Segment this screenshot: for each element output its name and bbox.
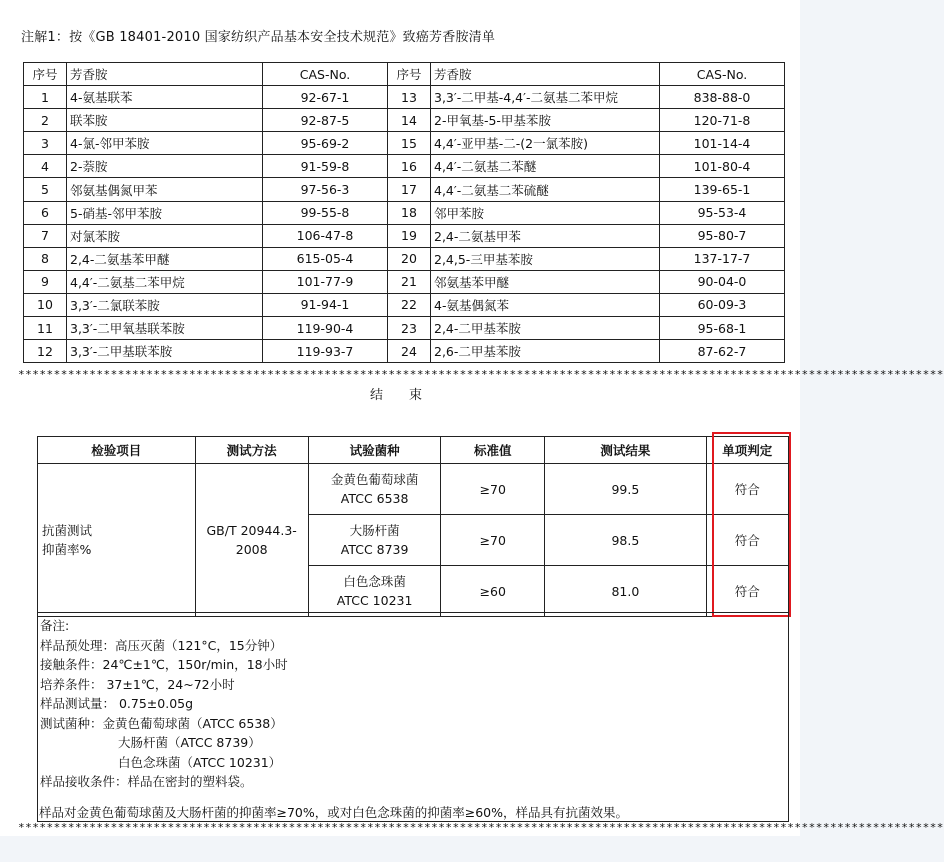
cas-number: 139-65-1	[660, 178, 785, 201]
strain-name: 金黄色葡萄球菌	[330, 472, 419, 487]
row-number: 11	[24, 317, 67, 340]
verdict: 符合	[706, 515, 788, 566]
amine-name: 4,4′-二氨基二苯硫醚	[431, 178, 660, 201]
row-number: 1	[24, 86, 67, 109]
table-row	[24, 86, 785, 109]
amine-name: 邻甲苯胺	[431, 201, 660, 224]
amine-name: 4-氨基偶氮苯	[431, 293, 660, 316]
notes-strain-2: 大肠杆菌（ATCC 8739）	[118, 735, 261, 750]
row-number: 24	[388, 340, 431, 363]
strain-cell	[308, 464, 441, 515]
cas-number: 91-59-8	[263, 155, 388, 178]
amine-name: 邻氨基偶氮甲苯	[67, 178, 263, 201]
cas-number: 95-80-7	[660, 224, 785, 247]
header-no-2: 序号	[388, 63, 431, 86]
row-number: 3	[24, 132, 67, 155]
row-number: 7	[24, 224, 67, 247]
amine-name: 3,3′-二甲基联苯胺	[67, 340, 263, 363]
cas-number: 95-69-2	[263, 132, 388, 155]
amine-name: 联苯胺	[67, 109, 263, 132]
cas-number: 119-90-4	[263, 317, 388, 340]
header-strain: 试验菌种	[308, 437, 441, 464]
separator-stars: **********************************************************************************************************************************	[18, 368, 944, 381]
strain-name: 大肠杆菌	[349, 523, 400, 538]
amine-name: 2,4-二氨基苯甲醚	[67, 247, 263, 270]
amine-name: 4,4′-二氨基二苯甲烷	[67, 270, 263, 293]
results-header-row	[38, 437, 789, 464]
table-row	[24, 109, 785, 132]
row-number: 2	[24, 109, 67, 132]
cas-number: 101-77-9	[263, 270, 388, 293]
cas-number: 137-17-7	[660, 247, 785, 270]
row-number: 8	[24, 247, 67, 270]
standard-value: ≥70	[441, 515, 545, 566]
row-number: 20	[388, 247, 431, 270]
test-method-line2: 2008	[235, 542, 268, 557]
test-item-cell	[38, 464, 196, 617]
strain-code: ATCC 6538	[340, 491, 409, 506]
header-result: 测试结果	[545, 437, 706, 464]
amine-name: 5-硝基-邻甲苯胺	[67, 201, 263, 224]
amine-name: 2,4-二甲基苯胺	[431, 317, 660, 340]
table-row	[24, 270, 785, 293]
cas-number: 87-62-7	[660, 340, 785, 363]
header-verdict: 单项判定	[706, 437, 788, 464]
header-cas: CAS-No.	[263, 63, 388, 86]
end-label: 结束	[370, 388, 449, 403]
amine-name: 4,4′-亚甲基-二-(2一氯苯胺)	[431, 132, 660, 155]
test-result: 98.5	[545, 515, 706, 566]
header-item: 检验项目	[38, 437, 196, 464]
header-standard: 标准值	[441, 437, 545, 464]
table-row	[24, 247, 785, 270]
amine-name: 4-氨基联苯	[67, 86, 263, 109]
amine-name: 4-氯-邻甲苯胺	[67, 132, 263, 155]
test-item-line2: 抑菌率%	[42, 542, 92, 557]
row-number: 4	[24, 155, 67, 178]
cas-number: 101-80-4	[660, 155, 785, 178]
row-number: 18	[388, 201, 431, 224]
cas-number: 95-68-1	[660, 317, 785, 340]
table-header-row	[24, 63, 785, 86]
row-number: 16	[388, 155, 431, 178]
amine-name: 3,3′-二甲氧基联苯胺	[67, 317, 263, 340]
conclusion-text: 样品对金黄色葡萄球菌及大肠杆菌的抑菌率≥70%，或对白色念珠菌的抑菌率≥60%，样品具有抗菌效果。	[39, 805, 629, 820]
cas-number: 92-67-1	[263, 86, 388, 109]
verdict-highlight-box	[712, 432, 791, 617]
strain-cell	[308, 515, 441, 566]
notes-receipt: 样品接收条件：样品在密封的塑料袋。	[40, 774, 253, 789]
test-result: 99.5	[545, 464, 706, 515]
amine-name: 4,4′-二氨基二苯醚	[431, 155, 660, 178]
amine-name: 3,3′-二氯联苯胺	[67, 293, 263, 316]
aromatic-amine-table	[23, 62, 785, 363]
cas-number: 838-88-0	[660, 86, 785, 109]
notes-heading: 备注:	[40, 618, 70, 633]
verdict: 符合	[706, 464, 788, 515]
strain-name: 白色念珠菌	[343, 574, 406, 589]
amine-name: 对氯苯胺	[67, 224, 263, 247]
result-row	[38, 464, 789, 515]
header-no: 序号	[24, 63, 67, 86]
header-cas-2: CAS-No.	[660, 63, 785, 86]
table-row	[24, 132, 785, 155]
table-row	[24, 293, 785, 316]
row-number: 23	[388, 317, 431, 340]
cas-number: 119-93-7	[263, 340, 388, 363]
row-number: 22	[388, 293, 431, 316]
cas-number: 99-55-8	[263, 201, 388, 224]
row-number: 17	[388, 178, 431, 201]
row-number: 5	[24, 178, 67, 201]
notes-strain-3: 白色念珠菌（ATCC 10231）	[118, 754, 282, 770]
table-row	[24, 201, 785, 224]
amine-name: 2,6-二甲基苯胺	[431, 340, 660, 363]
header-name: 芳香胺	[67, 63, 263, 86]
notes-strain-1: 测试菌种：金黄色葡萄球菌（ATCC 6538）	[40, 715, 283, 731]
row-number: 9	[24, 270, 67, 293]
header-method: 测试方法	[195, 437, 308, 464]
row-number: 19	[388, 224, 431, 247]
cas-number: 615-05-4	[263, 247, 388, 270]
separator-stars-bottom: **********************************************************************************************************************************	[18, 821, 944, 834]
table-row	[24, 155, 785, 178]
row-number: 10	[24, 293, 67, 316]
antibacterial-results-table	[37, 436, 789, 617]
cas-number: 92-87-5	[263, 109, 388, 132]
amine-name: 3,3′-二甲基-4,4′-二氨基二苯甲烷	[431, 86, 660, 109]
amine-name: 2-萘胺	[67, 155, 263, 178]
table-row	[24, 178, 785, 201]
table-row	[24, 340, 785, 363]
table-row	[24, 317, 785, 340]
notes-pretreatment: 样品预处理：高压灭菌（121°C，15分钟）	[40, 637, 283, 653]
header-name-2: 芳香胺	[431, 63, 660, 86]
test-item-line1: 抗菌测试	[42, 523, 93, 538]
row-number: 21	[388, 270, 431, 293]
amine-name: 邻氨基苯甲醚	[431, 270, 660, 293]
table-row	[24, 224, 785, 247]
strain-code: ATCC 10231	[336, 593, 413, 608]
standard-value: ≥70	[441, 464, 545, 515]
row-number: 14	[388, 109, 431, 132]
test-method-line1: GB/T 20944.3-	[206, 523, 297, 538]
strain-code: ATCC 8739	[340, 542, 409, 557]
note-title: 注解1：按《GB 18401-2010 国家纺织产品基本安全技术规范》致癌芳香胺清单	[21, 30, 496, 45]
amine-name: 2,4-二氨基甲苯	[431, 224, 660, 247]
standard-value: ≥60	[441, 566, 545, 617]
verdict: 符合	[706, 566, 788, 617]
row-number: 6	[24, 201, 67, 224]
cas-number: 106-47-8	[263, 224, 388, 247]
cas-number: 97-56-3	[263, 178, 388, 201]
notes-culture: 培养条件： 37±1℃，24~72小时	[40, 676, 235, 692]
notes-amount: 样品测试量： 0.75±0.05g	[40, 696, 194, 711]
strain-cell	[308, 566, 441, 617]
notes-box	[37, 612, 789, 822]
amine-name: 2-甲氧基-5-甲基苯胺	[431, 109, 660, 132]
cas-number: 101-14-4	[660, 132, 785, 155]
amine-name: 2,4,5-三甲基苯胺	[431, 247, 660, 270]
test-method-cell	[195, 464, 308, 617]
cas-number: 120-71-8	[660, 109, 785, 132]
notes-contact: 接触条件：24℃±1℃，150r/min，18小时	[40, 657, 288, 672]
row-number: 15	[388, 132, 431, 155]
cas-number: 60-09-3	[660, 293, 785, 316]
cas-number: 91-94-1	[263, 293, 388, 316]
cas-number: 95-53-4	[660, 201, 785, 224]
cas-number: 90-04-0	[660, 270, 785, 293]
row-number: 13	[388, 86, 431, 109]
test-result: 81.0	[545, 566, 706, 617]
row-number: 12	[24, 340, 67, 363]
